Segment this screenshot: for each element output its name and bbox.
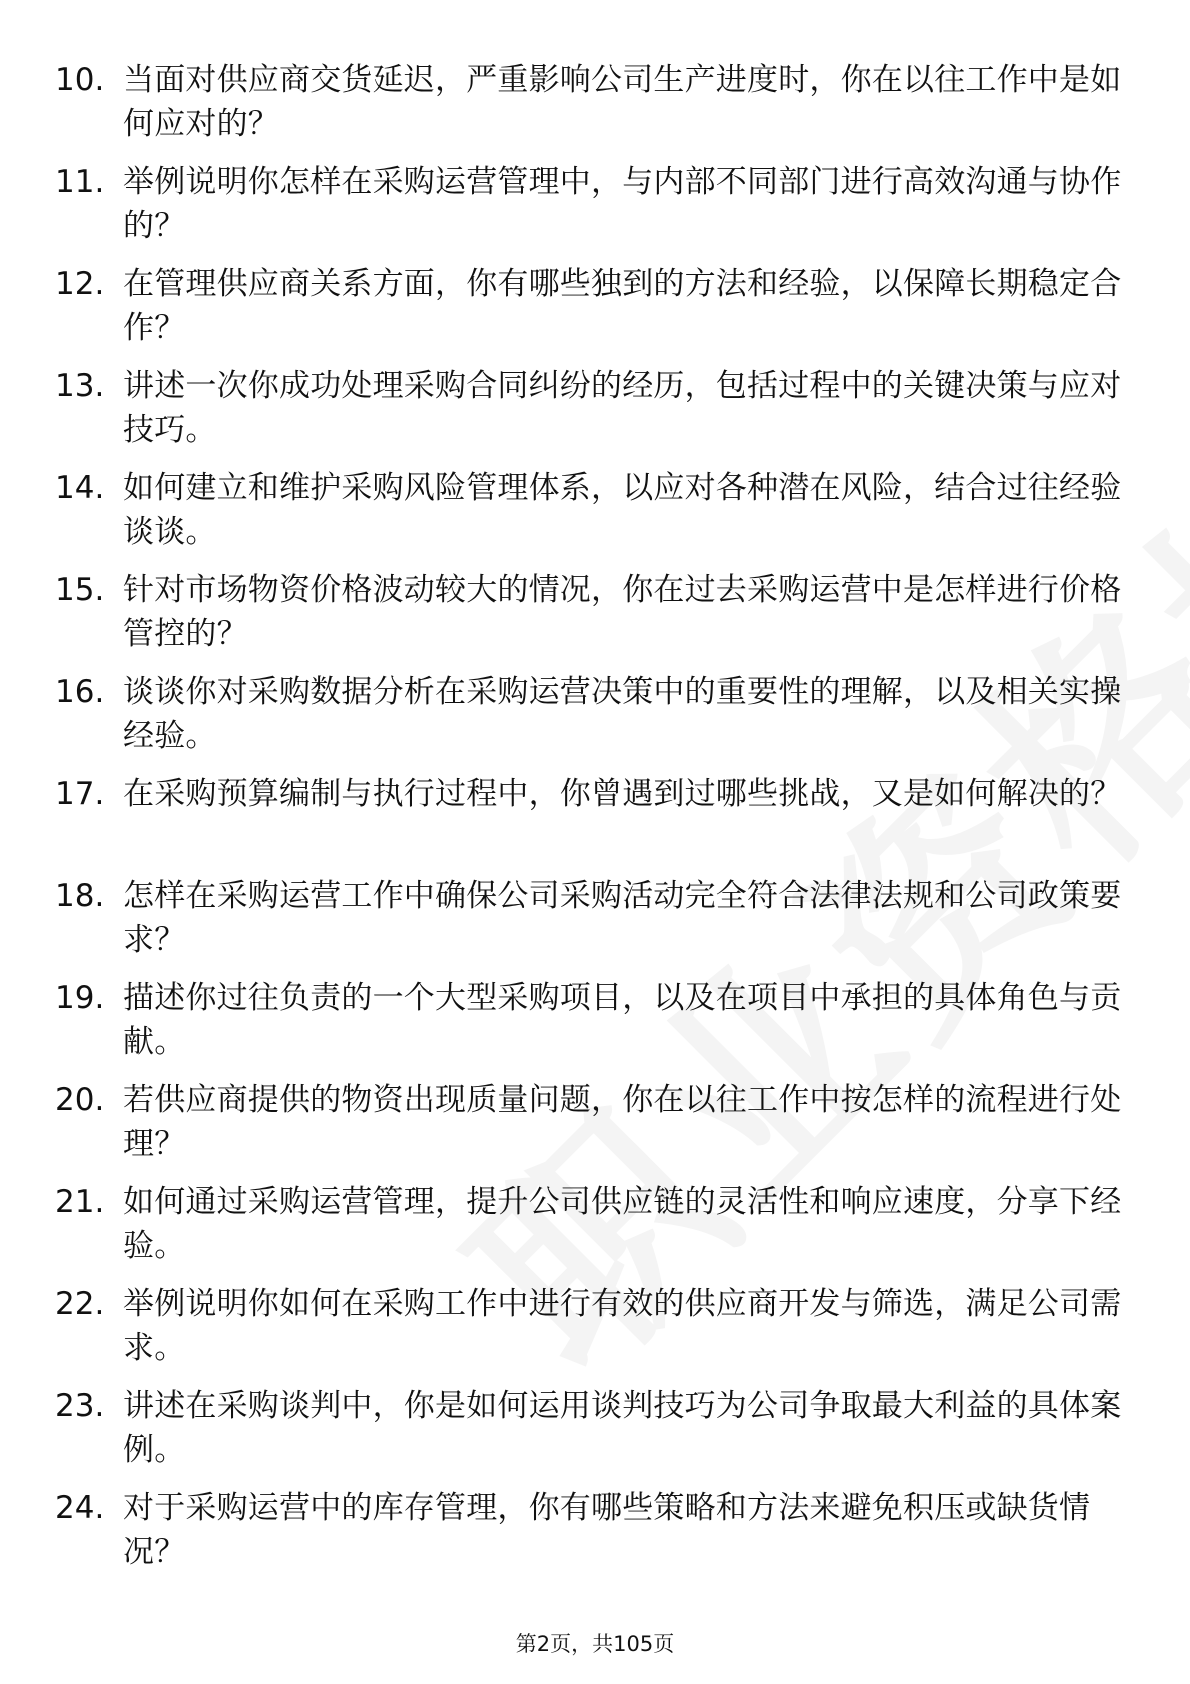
question-list <box>55 58 1120 1588</box>
question-text: 针对市场物资价格波动较大的情况，你在过去采购运营中是怎样进行价格管控的？ <box>123 572 1122 652</box>
question-text: 举例说明你怎样在采购运营管理中，与内部不同部门进行高效沟通与协作的？ <box>123 164 1122 244</box>
question-number: 12. <box>55 266 105 302</box>
question-number: 24. <box>55 1490 105 1526</box>
question-number: 17. <box>55 776 105 812</box>
question-text: 当面对供应商交货延迟，严重影响公司生产进度时，你在以往工作中是如何应对的？ <box>123 62 1122 142</box>
question-text: 讲述在采购谈判中，你是如何运用谈判技巧为公司争取最大利益的具体案例。 <box>123 1388 1122 1468</box>
question-number: 20. <box>55 1082 105 1118</box>
list-item <box>55 1180 1120 1282</box>
list-item <box>55 1384 1120 1486</box>
question-number: 21. <box>55 1184 105 1220</box>
list-item <box>55 976 1120 1078</box>
question-text: 谈谈你对采购数据分析在采购运营决策中的重要性的理解，以及相关实操经验。 <box>123 674 1122 754</box>
question-text: 如何建立和维护采购风险管理体系，以应对各种潜在风险，结合过往经验谈谈。 <box>123 470 1122 550</box>
question-number: 16. <box>55 674 105 710</box>
question-number: 14. <box>55 470 105 506</box>
list-item <box>55 262 1120 364</box>
question-text: 对于采购运营中的库存管理，你有哪些策略和方法来避免积压或缺货情况？ <box>123 1490 1091 1570</box>
list-item <box>55 874 1120 976</box>
question-text: 举例说明你如何在采购工作中进行有效的供应商开发与筛选，满足公司需求。 <box>123 1286 1122 1366</box>
list-item <box>55 1282 1120 1384</box>
question-number: 18. <box>55 878 105 914</box>
question-text: 如何通过采购运营管理，提升公司供应链的灵活性和响应速度，分享下经验。 <box>123 1184 1122 1264</box>
list-item <box>55 772 1120 874</box>
list-item <box>55 1078 1120 1180</box>
question-number: 11. <box>55 164 105 200</box>
list-item <box>55 466 1120 568</box>
list-item <box>55 1486 1120 1588</box>
question-number: 10. <box>55 62 105 98</box>
question-text: 讲述一次你成功处理采购合同纠纷的经历，包括过程中的关键决策与应对技巧。 <box>123 368 1122 448</box>
question-text: 若供应商提供的物资出现质量问题，你在以往工作中按怎样的流程进行处理？ <box>123 1082 1122 1162</box>
question-number: 23. <box>55 1388 105 1424</box>
question-number: 19. <box>55 980 105 1016</box>
question-number: 13. <box>55 368 105 404</box>
list-item <box>55 58 1120 160</box>
question-number: 22. <box>55 1286 105 1322</box>
page-footer: 第2页，共105页 <box>515 1632 675 1656</box>
question-text: 在采购预算编制与执行过程中，你曾遇到过哪些挑战，又是如何解决的？ <box>123 776 1122 812</box>
list-item <box>55 160 1120 262</box>
question-text: 在管理供应商关系方面，你有哪些独到的方法和经验，以保障长期稳定合作？ <box>123 266 1122 346</box>
list-item <box>55 670 1120 772</box>
question-number: 15. <box>55 572 105 608</box>
list-item <box>55 364 1120 466</box>
list-item <box>55 568 1120 670</box>
question-text: 怎样在采购运营工作中确保公司采购活动完全符合法律法规和公司政策要求？ <box>123 878 1122 958</box>
question-text: 描述你过往负责的一个大型采购项目，以及在项目中承担的具体角色与贡献。 <box>123 980 1122 1060</box>
